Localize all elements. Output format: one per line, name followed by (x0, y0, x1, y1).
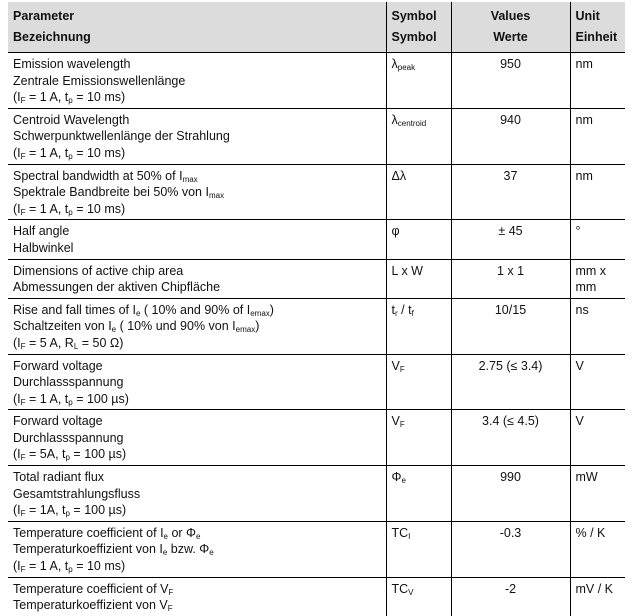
parameter-line: Half angle (13, 224, 70, 239)
parameter-cell (8, 53, 386, 109)
parameter-cell (8, 164, 386, 220)
parameter-line: ($I_F = 1A$, $t_p = 100$ µs) (13, 503, 127, 519)
table-row (8, 164, 625, 220)
symbol-cell: $\Phi_e$ (386, 466, 451, 522)
table-row (8, 466, 625, 522)
parameter-line: Halbwinkel (13, 240, 74, 255)
parameter-cell (8, 259, 386, 298)
unit-cell: nm (570, 108, 625, 164)
unit-cell: nm (570, 53, 625, 109)
parameter-line: ($I_F = 5A$, $t_p = 100$ µs) (13, 447, 127, 463)
value-cell: 990 (451, 466, 570, 522)
table-row (8, 410, 625, 466)
value-cell: 950 (451, 53, 570, 109)
unit-cell: ° (570, 220, 625, 259)
value-cell: 37 (451, 164, 570, 220)
unit-cell: mW (570, 466, 625, 522)
parameter-line: Temperaturkoeffizient von $I_e$ bzw. $\Phi_e$ (13, 542, 214, 558)
parameter-cell (8, 108, 386, 164)
parameter-line: Zentrale Emissionswellenlänge (13, 73, 186, 88)
parameter-line: Schaltzeiten von $I_e$ ( 10% und 90% von $I_{emax}$) (13, 319, 260, 335)
parameter-line: ($I_F = 1$ A, $t_p = 10$ ms) (13, 201, 126, 217)
parameter-line: ($I_F = 5$ A, $R_L = 50$ Ω) (13, 335, 124, 351)
value-cell: 10/15 (451, 298, 570, 354)
symbol-cell: $t_r / t_f$ (386, 298, 451, 354)
parameter-line: Gesamtstrahlungsfluss (13, 486, 141, 501)
value-cell: 940 (451, 108, 570, 164)
parameter-line: Abmessungen der aktiven Chipfläche (13, 280, 221, 295)
table-row (8, 259, 625, 298)
parameter-line: Temperature coefficient of $I_e$ or $\Phi_e$ (13, 525, 201, 541)
parameter-cell (8, 466, 386, 522)
symbol-cell: $V_F$ (386, 354, 451, 410)
unit-cell: V (570, 410, 625, 466)
value-cell: -0.3 (451, 521, 570, 577)
symbol-cell: Δλ (386, 164, 451, 220)
parameter-line: ($I_F = 1$ A, $t_p = 10$ ms) (13, 145, 126, 161)
unit-cell: mV / K (570, 577, 625, 616)
symbol-cell: $TC_I$ (386, 521, 451, 577)
table-row (8, 220, 625, 259)
symbol-cell: $\lambda_{peak}$ (386, 53, 451, 109)
parameter-cell (8, 521, 386, 577)
symbol-cell: $V_F$ (386, 410, 451, 466)
parameter-line: Forward voltage (13, 358, 103, 373)
header-symbol: Symbol Symbol (386, 2, 451, 53)
table-row (8, 521, 625, 577)
value-cell: 2.75 (≤ 3.4) (451, 354, 570, 410)
value-cell: 1 x 1 (451, 259, 570, 298)
value-cell: 3.4 (≤ 4.5) (451, 410, 570, 466)
header-unit: Unit Einheit (570, 2, 625, 53)
symbol-cell: L x W (386, 259, 451, 298)
parameter-line: Centroid Wavelength (13, 112, 130, 127)
table-row (8, 354, 625, 410)
parameter-line: Spektrale Bandbreite bei 50% von $I_{max}$ (13, 185, 225, 201)
parameter-line: Emission wavelength (13, 57, 131, 71)
parameter-cell (8, 298, 386, 354)
unit-cell: nm (570, 164, 625, 220)
table-row (8, 108, 625, 164)
parameter-line: Spectral bandwidth at 50% of $I_{max}$ (13, 168, 198, 184)
value-cell: ± 45 (451, 220, 570, 259)
unit-cell: mm x mm (570, 259, 625, 298)
parameter-line: ($I_F = 1$ A, $t_p = 100$ µs) (13, 391, 129, 407)
symbol-cell: $TC_V$ (386, 577, 451, 616)
header-values: Values Werte (451, 2, 570, 53)
unit-cell: V (570, 354, 625, 410)
parameter-line: Temperaturkoeffizient von $V_F$ (13, 598, 173, 614)
parameter-cell (8, 577, 386, 616)
parameter-line: Forward voltage (13, 414, 103, 429)
parameter-line: Durchlassspannung (13, 430, 124, 445)
parameter-line: Durchlassspannung (13, 375, 124, 390)
parameter-line: Total radiant flux (13, 470, 105, 485)
parameter-line: Dimensions of active chip area (13, 263, 184, 278)
header-row (8, 2, 625, 53)
parameter-cell (8, 410, 386, 466)
value-cell: -2 (451, 577, 570, 616)
table-row (8, 298, 625, 354)
parameter-line: ($I_F = 1$ A, $t_p = 10$ ms) (13, 559, 126, 575)
table-row (8, 577, 625, 616)
table-row (8, 53, 625, 109)
parameter-cell (8, 220, 386, 259)
parameter-line: Schwerpunktwellenlänge der Strahlung (13, 129, 230, 144)
unit-cell: ns (570, 298, 625, 354)
header-parameter: Parameter Bezeichnung (8, 2, 386, 53)
specifications-table (8, 2, 625, 616)
parameter-line: ($I_F = 1$ A, $t_p = 10$ ms) (13, 90, 126, 106)
parameter-line: Temperature coefficient of $V_F$ (13, 581, 174, 597)
parameter-line: Rise and fall times of $I_e$ ( 10% and 90% of $I_{emax}$) (13, 302, 274, 318)
symbol-cell: $\lambda_{centroid}$ (386, 108, 451, 164)
parameter-cell (8, 354, 386, 410)
unit-cell: % / K (570, 521, 625, 577)
symbol-cell: φ (386, 220, 451, 259)
